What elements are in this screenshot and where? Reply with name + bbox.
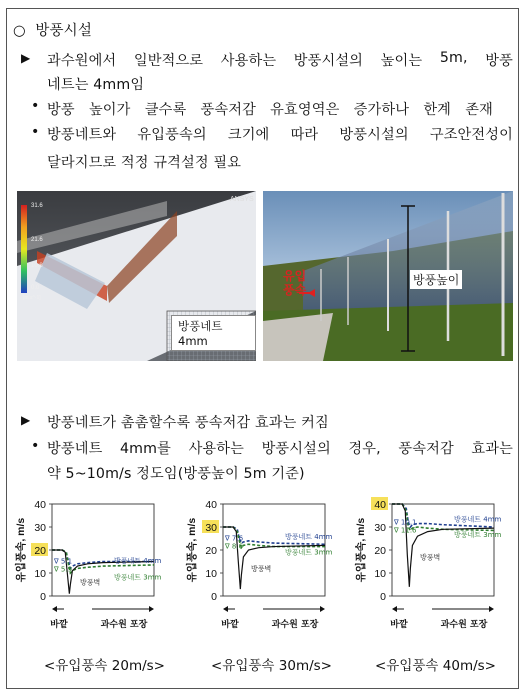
ansys-logo: ANSYS <box>230 196 254 203</box>
left-arrow-icon <box>52 606 57 612</box>
annotation-label: ∇ 11.6 <box>394 526 417 535</box>
bullet-2-line1: 방풍 높이가 클수록 풍속저감 유효영역은 증가하나 한계 존재 <box>47 102 493 118</box>
annotation-label: ∇ 7.6 <box>225 534 244 543</box>
right-arrow-icon <box>149 606 154 612</box>
left-arrow-icon <box>223 606 228 612</box>
series-label: 방풍벽 <box>420 553 441 562</box>
bullet-1-line2: 네트는 4mm임 <box>47 77 145 93</box>
legend-unit: [m s^-1] <box>23 295 41 301</box>
annotation-label: ∇ 10.1 <box>394 518 417 527</box>
velocity-chart-1 <box>14 496 164 638</box>
right-arrow-icon <box>320 606 325 612</box>
legend-value: 10.8 <box>31 263 43 269</box>
series-label: 방풍벽 <box>80 578 101 587</box>
x-left-label: 바깥 <box>390 620 408 630</box>
y-tick-label: 40 <box>205 499 217 511</box>
series-label: 방풍벽 <box>251 564 272 573</box>
velocity-chart-3 <box>354 496 504 638</box>
windbreak-photo <box>263 191 513 361</box>
bullet-1-marker: ▶ <box>21 51 31 65</box>
y-tick-label: 30 <box>374 522 386 534</box>
y-tick-label: 0 <box>380 591 386 603</box>
y-tick-label: 30 <box>34 522 46 534</box>
y-tick-label: 20 <box>205 545 217 557</box>
legend-top-value: 31.6 <box>31 203 43 209</box>
y-tick-label: 40 <box>374 499 386 511</box>
y-tick-label: 10 <box>205 568 217 580</box>
y-axis-label: 유입풍속, m/s <box>355 517 367 583</box>
x-right-label: 과수원 포장 <box>271 620 319 630</box>
series-label: 방풍네트 4mm <box>114 557 162 566</box>
section-title: 방풍시설 <box>35 23 92 39</box>
left-arrow-icon <box>392 606 397 612</box>
velocity-chart-2 <box>185 496 335 638</box>
bullet-3-line2: 달라지므로 적정 규격설정 필요 <box>47 155 242 171</box>
annotation-label: ∇ 5.1 <box>54 557 73 566</box>
bullet-2-marker: • <box>31 98 40 114</box>
y-tick-label: 10 <box>374 568 386 580</box>
bullet-3-line1: 방풍네트와 유입풍속의 크기에 따라 방풍시설의 구조안전성이 <box>47 127 513 143</box>
x-right-label: 과수원 포장 <box>100 620 148 630</box>
bullet-4-text: 방풍네트가 촘촘할수록 풍속저감 효과는 커짐 <box>47 415 329 431</box>
x-left-label: 바깥 <box>221 620 239 630</box>
bullet-1-line1: 과수원에서 일반적으로 사용하는 방풍시설의 높이는 5m, 방풍 <box>47 50 513 69</box>
series-label: 방풍네트 3mm <box>285 548 333 557</box>
bullet-5-line2: 약 5~10m/s 정도임(방풍높이 5m 기준) <box>47 466 305 482</box>
plot-frame <box>52 504 154 596</box>
chart-svg <box>14 496 164 638</box>
colorbar <box>21 205 27 293</box>
x-left-label: 바깥 <box>50 620 68 630</box>
inflow-label: 유입 풍속 <box>283 269 307 297</box>
series-label: 방풍네트 3mm <box>454 531 502 540</box>
y-tick-label: 0 <box>211 591 217 603</box>
chart-svg <box>185 496 335 638</box>
series-label: 방풍네트 3mm <box>114 573 162 582</box>
section-heading <box>13 19 92 40</box>
y-axis-label: 유입풍속, m/s <box>186 517 198 583</box>
legend-value: 0.0 <box>31 285 40 291</box>
bullet-3-marker: • <box>31 124 40 140</box>
x-right-label: 과수원 포장 <box>440 620 488 630</box>
bullet-4-marker: ▶ <box>21 413 31 427</box>
y-tick-label: 10 <box>34 568 46 580</box>
chart-svg <box>354 496 504 638</box>
series-label: 방풍네트 4mm <box>454 515 502 524</box>
height-label: 방풍높이 <box>410 270 462 289</box>
y-tick-label: 20 <box>34 545 46 557</box>
chart-caption-2: <유입풍속 30m/s> <box>211 658 332 674</box>
annotation-label: ∇ 8.6 <box>225 542 244 551</box>
right-arrow-icon <box>489 606 494 612</box>
series-label: 방풍네트 4mm <box>285 532 333 541</box>
y-axis-label: 유입풍속, m/s <box>15 517 27 583</box>
y-tick-label: 30 <box>205 522 217 534</box>
y-tick-label: 0 <box>40 591 46 603</box>
bullet-5-marker: • <box>31 438 40 454</box>
hollow-circle-icon: ○ <box>13 23 26 39</box>
annotation-label: ∇ 5.9 <box>54 565 73 574</box>
sim-label: 방풍네트 4mm <box>171 315 256 351</box>
y-tick-label: 40 <box>34 499 46 511</box>
chart-caption-1: <유입풍속 20m/s> <box>44 658 165 674</box>
legend-value: 21.6 <box>31 237 43 243</box>
chart-caption-3: <유입풍속 40m/s> <box>375 658 496 674</box>
bullet-5-line1: 방풍네트 4mm를 사용하는 방풍시설의 경우, 풍속저감 효과는 <box>47 441 513 457</box>
y-tick-label: 20 <box>374 545 386 557</box>
cfd-simulation-image <box>17 191 256 361</box>
